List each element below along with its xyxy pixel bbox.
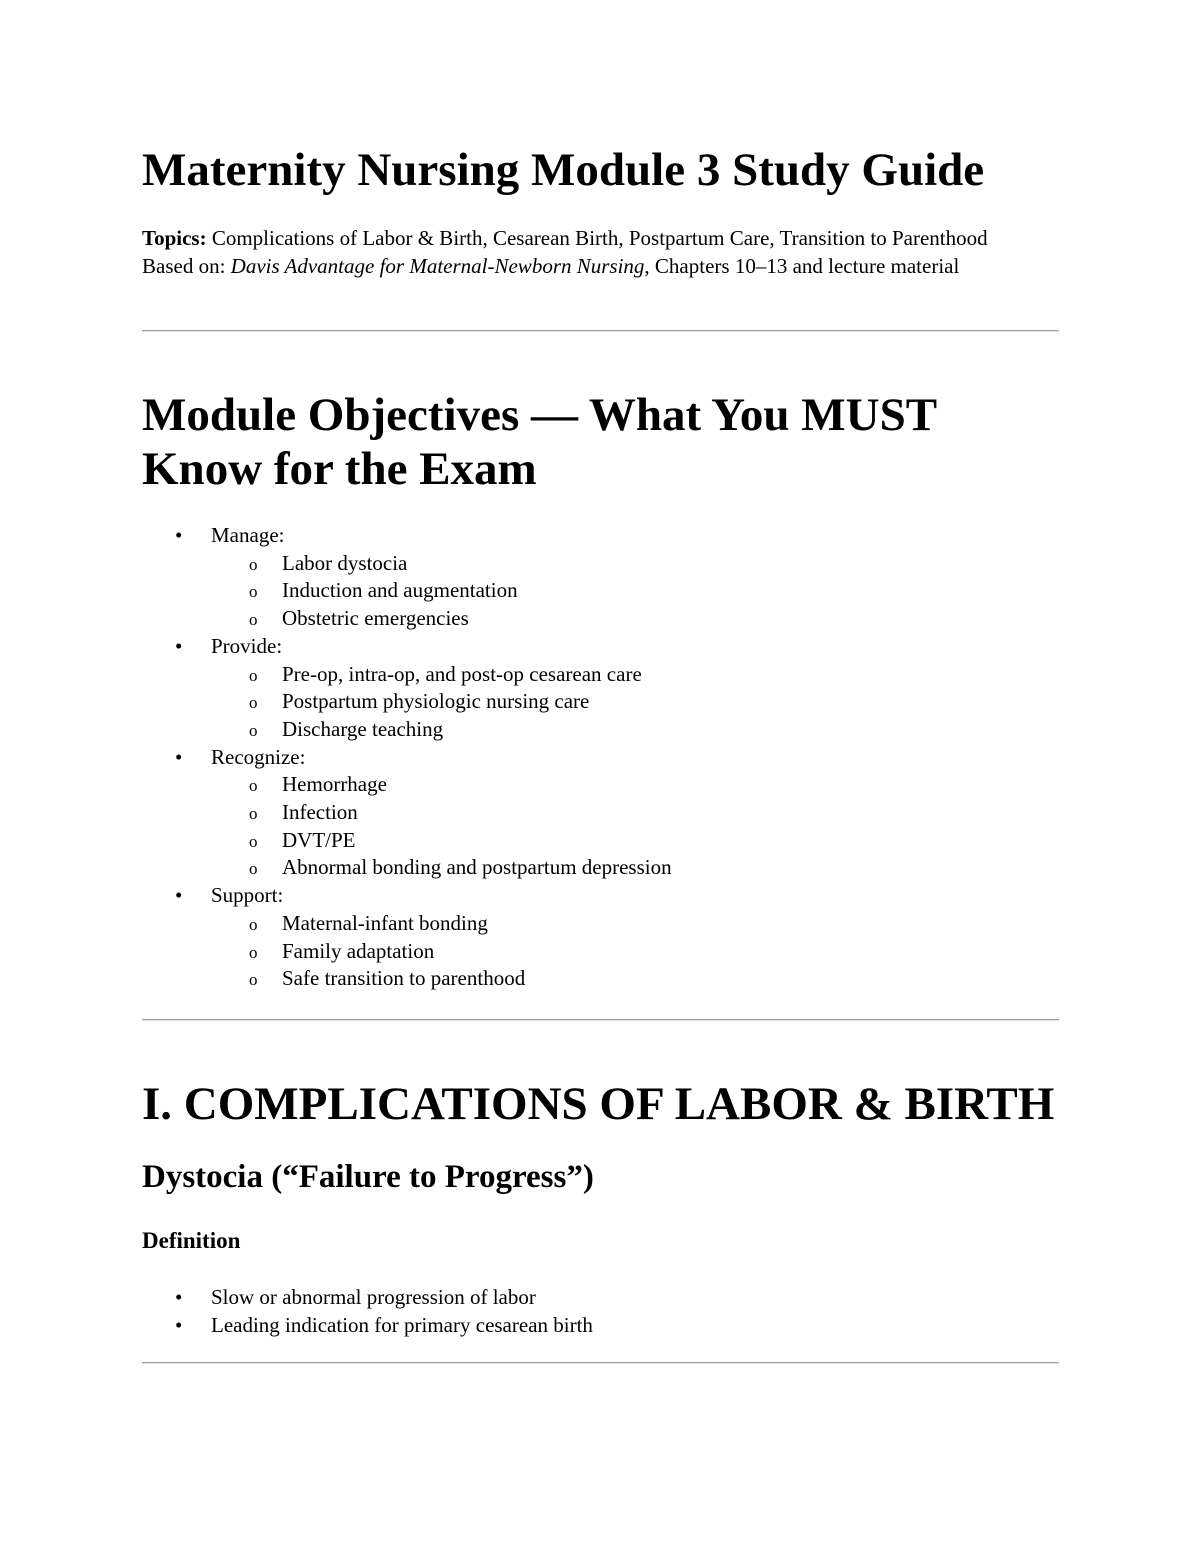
bullet-circle: o	[249, 831, 258, 851]
page-title: Maternity Nursing Module 3 Study Guide	[142, 144, 985, 196]
bullet-dot: •	[175, 1312, 183, 1337]
topics-text: Complications of Labor & Birth, Cesarean Birth, Postpartum Care, Transition to Parenthood	[206, 226, 988, 250]
bullet-circle: o	[249, 859, 258, 879]
objective-group-label: Manage:	[211, 523, 285, 547]
objective-item	[249, 938, 672, 966]
objective-item	[249, 577, 672, 605]
bullet-circle: o	[249, 970, 258, 990]
bullet-circle: o	[249, 942, 258, 962]
objective-sublist	[211, 910, 672, 993]
objective-group-label: Provide:	[211, 633, 283, 658]
definition-item	[175, 1284, 593, 1312]
objective-item	[249, 827, 672, 855]
divider	[142, 1362, 1059, 1364]
bullet-circle: o	[249, 554, 258, 574]
objectives-heading: Module Objectives — What You MUST Know for the Exam	[142, 389, 937, 495]
bullet-circle: o	[249, 610, 258, 630]
bullet-circle: o	[249, 914, 258, 934]
based-on-rest: , Chapters 10–13 and lecture material	[644, 254, 960, 278]
bullet-circle: o	[249, 804, 258, 824]
objective-item-text: DVT/PE	[282, 827, 356, 852]
objective-group	[175, 633, 672, 744]
objective-item	[249, 854, 672, 882]
bullet-dot: •	[175, 523, 183, 547]
section-heading: I. COMPLICATIONS OF LABOR & BIRTH	[142, 1078, 1055, 1130]
definition-heading: Definition	[142, 1228, 241, 1253]
objective-item-text: Obstetric emergencies	[282, 606, 469, 631]
bullet-circle: o	[249, 582, 258, 602]
objective-group	[175, 744, 672, 883]
objective-item	[249, 550, 672, 578]
objective-group-label: Recognize:	[211, 744, 306, 769]
bullet-circle: o	[249, 665, 258, 685]
subsection-heading: Dystocia (“Failure to Progress”)	[142, 1159, 594, 1195]
objective-item	[249, 716, 672, 744]
objective-item-text: Pre-op, intra-op, and post-op cesarean care	[282, 661, 642, 686]
document-meta	[142, 224, 1059, 280]
bullet-dot: •	[175, 633, 183, 658]
bullet-dot: •	[175, 744, 183, 769]
objective-item-text: Family adaptation	[282, 938, 435, 963]
objective-group-label: Support:	[211, 883, 284, 908]
bullet-circle: o	[249, 776, 258, 796]
objective-item	[249, 771, 672, 799]
objective-item	[249, 688, 672, 716]
based-on-label: Based on:	[142, 254, 231, 278]
objective-item	[249, 661, 672, 689]
divider	[142, 1019, 1059, 1021]
book-title: Davis Advantage for Maternal-Newborn Nursing	[230, 254, 645, 278]
definition-list	[142, 1284, 593, 1339]
objective-item-text: Infection	[282, 800, 358, 825]
objective-item-text: Discharge teaching	[282, 716, 444, 741]
objective-item	[249, 910, 672, 938]
objective-item-text: Hemorrhage	[282, 772, 387, 797]
topics-line	[142, 224, 1059, 252]
definition-item	[175, 1312, 593, 1340]
definition-item-text: Slow or abnormal progression of labor	[211, 1285, 536, 1309]
objective-item-text: Safe transition to parenthood	[282, 966, 526, 991]
objective-sublist	[211, 661, 672, 744]
objectives-list	[142, 522, 672, 993]
objective-item	[249, 799, 672, 827]
definition-item-text: Leading indication for primary cesarean birth	[211, 1312, 593, 1337]
bullet-circle: o	[249, 693, 258, 713]
objective-item-text: Postpartum physiologic nursing care	[282, 689, 590, 714]
bullet-dot: •	[175, 883, 183, 908]
based-on-line	[142, 252, 1059, 280]
objective-sublist	[211, 771, 672, 882]
objective-group	[175, 882, 672, 993]
divider	[142, 330, 1059, 332]
objective-item-text: Labor dystocia	[282, 550, 408, 575]
objective-item	[249, 965, 672, 993]
objective-sublist	[211, 550, 672, 633]
topics-label: Topics:	[142, 226, 207, 250]
objective-item-text: Maternal-infant bonding	[282, 910, 488, 935]
objective-item-text: Induction and augmentation	[282, 578, 518, 603]
bullet-dot: •	[175, 1285, 183, 1309]
objective-group	[175, 522, 672, 633]
bullet-circle: o	[249, 720, 258, 740]
objective-item	[249, 605, 672, 633]
objective-item-text: Abnormal bonding and postpartum depression	[282, 855, 672, 880]
